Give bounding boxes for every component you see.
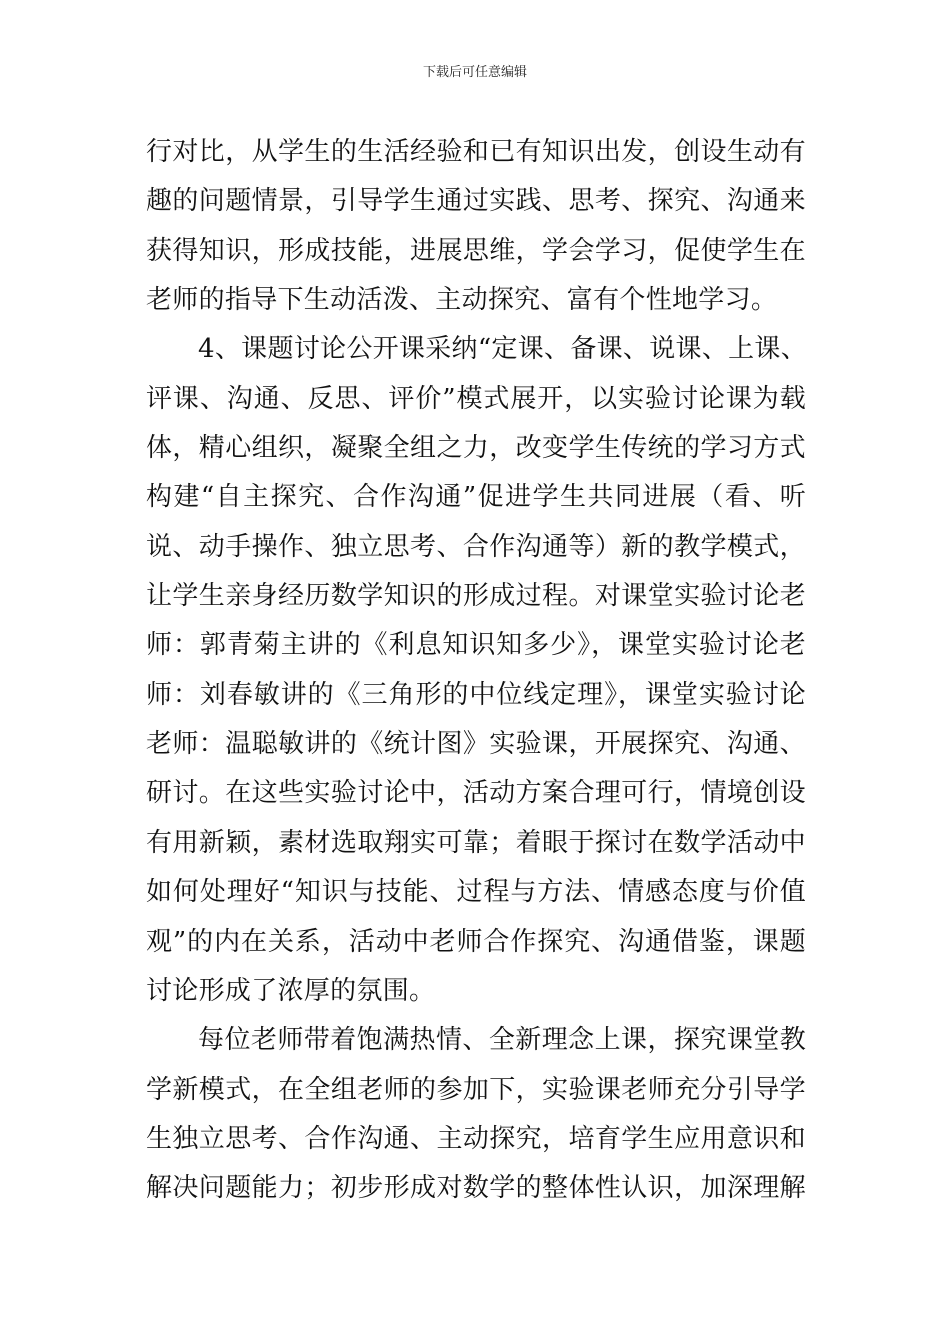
text-line: 观”的内在关系，活动中老师合作探究、沟通借鉴，课题 [146,926,806,957]
paragraph-continuation [146,128,806,325]
paragraph-research-open-class [146,325,806,1016]
text-line: 生独立思考、合作沟通、主动探究，培育学生应用意识和 [146,1123,806,1154]
text-line: 如何处理好“知识与技能、过程与方法、情感态度与价值 [146,877,806,908]
text-line: 每位老师带着饱满热情、全新理念上课，探究课堂教 [198,1025,806,1056]
text-line: 研讨。在这些实验讨论中，活动方案合理可行，情境创设 [146,778,806,809]
text-line: 有用新颖，素材选取翔实可靠；着眼于探讨在数学活动中 [146,827,806,858]
text-line: 趣的问题情景，引导学生通过实践、思考、探究、沟通来 [146,186,806,217]
text-line: 解决问题能力；初步形成对数学的整体性认识，加深理解 [146,1173,806,1204]
text-line: 老师的指导下生动活泼、主动探究、富有个性地学习。 [146,285,778,316]
text-line: 行对比，从学生的生活经验和已有知识出发，创设生动有 [146,137,806,167]
document-body [146,128,806,1214]
text-line: 体，精心组织，凝聚全组之力，改变学生传统的学习方式 [146,433,806,464]
text-line: 学新模式，在全组老师的参加下，实验课老师充分引导学 [146,1074,806,1105]
text-line: 让学生亲身经历数学知识的形成过程。对课堂实验讨论老 [146,581,806,612]
text-line: 师：郭青菊主讲的《利息知识知多少》，课堂实验讨论老 [146,630,806,661]
text-line: 构建“自主探究、合作沟通”促进学生共同进展（看、听 [146,482,806,513]
text-line: 师：刘春敏讲的《三角形的中位线定理》，课堂实验讨论 [146,679,806,710]
text-line: 说、动手操作、独立思考、合作沟通等）新的教学模式， [146,531,806,562]
text-line: 老师：温聪敏讲的《统计图》实验课，开展探究、沟通、 [146,729,806,760]
text-line: 获得知识，形成技能，进展思维，学会学习，促使学生在 [146,235,806,266]
paragraph-teachers-new-model [146,1016,806,1213]
text-line: 4、课题讨论公开课采纳“定课、备课、说课、上课、 [198,334,808,365]
text-line: 评课、沟通、反思、评价”模式展开，以实验讨论课为载 [146,383,806,414]
text-line: 讨论形成了浓厚的氛围。 [146,975,436,1006]
page-header: 下载后可任意编辑 [422,65,527,80]
